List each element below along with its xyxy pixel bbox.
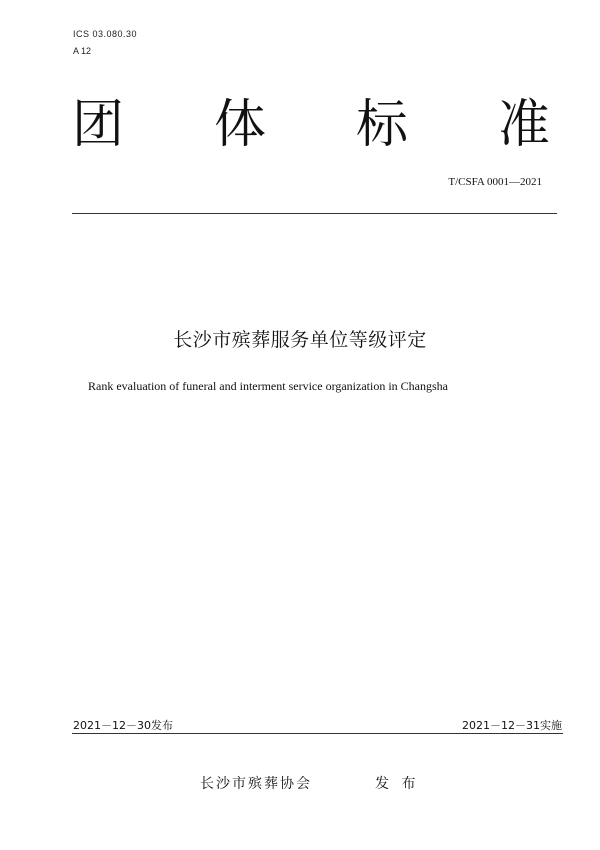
heading-char-4: 准: [497, 95, 550, 155]
ccs-code: A 12: [73, 46, 92, 56]
issuing-organization: 长沙市殡葬协会: [200, 776, 312, 792]
document-title-english: Rank evaluation of funeral and interment service organization in Changsha: [88, 379, 448, 393]
publish-date: 2021－12－30发布: [73, 719, 173, 732]
bottom-divider: [72, 733, 563, 734]
implementation-date: 2021－12－31实施: [462, 719, 562, 732]
standard-type-heading: [72, 92, 550, 158]
top-divider: [72, 213, 557, 214]
heading-char-3: 标: [355, 95, 408, 155]
heading-char-2: 体: [213, 95, 266, 155]
document-title-chinese: 长沙市殡葬服务单位等级评定: [173, 329, 427, 351]
heading-char-1: 团: [72, 95, 125, 155]
issue-label: 发 布: [375, 776, 420, 792]
ics-code: ICS 03.080.30: [73, 29, 138, 39]
standard-number: T/CSFA 0001—2021: [448, 176, 542, 188]
